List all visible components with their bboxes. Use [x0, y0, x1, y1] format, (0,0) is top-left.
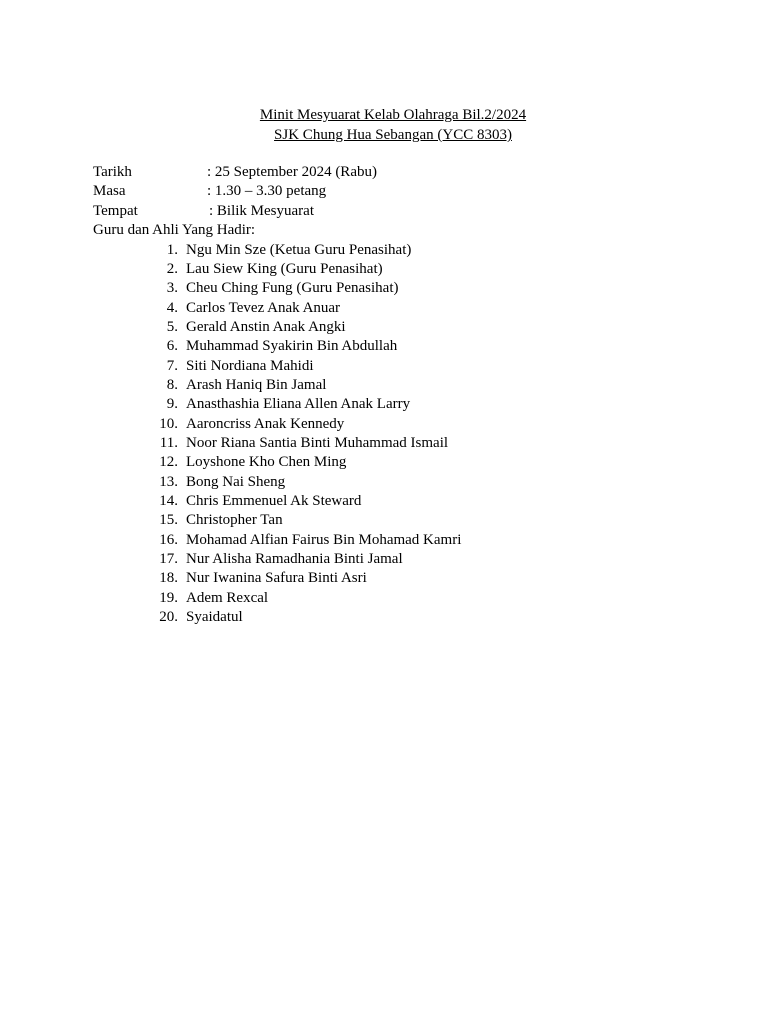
list-item-name: Carlos Tevez Anak Anuar: [186, 299, 341, 316]
list-item-number: 18.: [159, 570, 178, 587]
list-item-name: Mohamad Alfian Fairus Bin Mohamad Kamri: [186, 531, 462, 548]
place-label: Tempat: [93, 202, 138, 219]
list-item-number: 15.: [159, 512, 178, 529]
list-item-number: 3.: [166, 280, 178, 297]
list-item-number: 12.: [159, 454, 178, 471]
list-item-number: 16.: [159, 531, 178, 548]
list-item-number: 7.: [166, 357, 178, 374]
list-item-number: 2.: [166, 260, 178, 277]
title-line-school: SJK Chung Hua Sebangan (YCC 8303): [274, 127, 512, 143]
list-item-name: Arash Haniq Bin Jamal: [186, 376, 327, 393]
time-label: Masa: [93, 183, 126, 200]
list-item-number: 14.: [159, 492, 178, 509]
time-value: : 1.30 – 3.30 petang: [207, 183, 327, 200]
list-item-number: 8.: [166, 376, 178, 393]
list-item-number: 1.: [166, 241, 178, 258]
list-item-name: Chris Emmenuel Ak Steward: [186, 492, 362, 509]
list-item-number: 4.: [166, 299, 178, 316]
place-value: : Bilik Mesyuarat: [209, 202, 314, 219]
list-item-name: Gerald Anstin Anak Angki: [186, 318, 346, 335]
list-item-name: Loyshone Kho Chen Ming: [186, 454, 347, 471]
date-label: Tarikh: [93, 164, 132, 180]
list-item-name: Christopher Tan: [186, 512, 283, 529]
list-item-name: Anasthashia Eliana Allen Anak Larry: [186, 396, 411, 413]
list-item-number: 5.: [166, 318, 178, 335]
list-item-number: 6.: [166, 338, 178, 355]
list-item-name: Muhammad Syakirin Bin Abdullah: [186, 338, 398, 355]
list-item-name: Bong Nai Sheng: [186, 473, 286, 490]
title-line-meeting: Minit Mesyuarat Kelab Olahraga Bil.2/2024: [259, 107, 527, 123]
date-value: : 25 September 2024 (Rabu): [207, 164, 377, 180]
list-item-name: Noor Riana Santia Binti Muhammad Ismail: [186, 434, 449, 451]
list-item-number: 10.: [159, 415, 178, 432]
list-item-number: 20.: [159, 609, 178, 626]
list-item-name: Ngu Min Sze (Ketua Guru Penasihat): [186, 241, 412, 258]
list-item-name: Cheu Ching Fung (Guru Penasihat): [186, 280, 399, 297]
list-item-number: 17.: [159, 551, 178, 567]
list-item-number: 11.: [159, 434, 178, 451]
list-item-number: 13.: [159, 473, 178, 490]
list-item-name: Adem Rexcal: [186, 589, 269, 606]
list-item-name: Aaroncriss Anak Kennedy: [186, 415, 345, 432]
attendance-heading: Guru dan Ahli Yang Hadir:: [93, 222, 256, 238]
list-item-name: Nur Alisha Ramadhania Binti Jamal: [186, 551, 403, 567]
list-item-name: Lau Siew King (Guru Penasihat): [186, 260, 383, 277]
list-item-number: 19.: [159, 589, 178, 606]
list-item-name: Syaidatul: [186, 609, 243, 626]
list-item-number: 9.: [166, 396, 178, 413]
list-item-name: Siti Nordiana Mahidi: [186, 357, 314, 374]
document-title: [0, 105, 768, 145]
list-item-name: Nur Iwanina Safura Binti Asri: [186, 570, 367, 587]
